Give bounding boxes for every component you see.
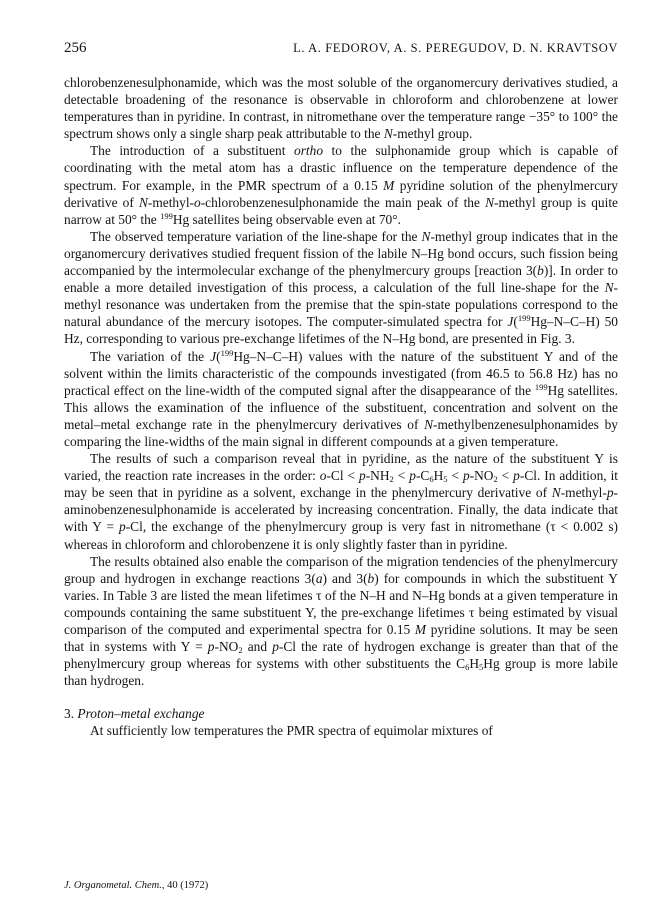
paragraph-4: The variation of the J($^{199}$Hg–N–C–H) values with the nature of the substituent Y and of the solvent within the limits characteristic of the compounds investigated (from 46.5 to 56.8 Hz) has no practical effect on the line-width of the computed signal after the disappearance of the $^{199}$Hg satellites. This allows the examination of the influence of the substituent, concentration and solvent on the metal–metal exchange rate in the phenylmercury derivatives of N-methylbenzenesulphonamides by comparing the line-widths of the main signal in different compounds at a given temperature. [64,347,618,449]
paragraph-1: chlorobenzenesulphonamide, which was the most soluble of the organomercury derivatives studied, a detectable broadening of the resonance is observable in chloroform and chlorobenzene at lower temperatures than in pyridine. In contrast, in nitromethane over the temperature range −35° to 100° the spectrum shows only a single sharp peak attributable to the N-methyl group. [64,75,618,142]
paragraph-2: The introduction of a substituent ortho to the sulphonamide group which is capable of coordinating with the metal atom has a drastic influence on the temperature dependence of the spectrum. For example, in the PMR spectrum of a 0.15 M pyridine solution of the phenylmercury derivative of N-methyl-o-chlorobenzenesulphonamide the main peak of the N-methyl group is quite narrow at 50° the $^{199}$Hg satellites being observable even at 70°. [64,143,619,227]
running-head-authors: L. A. FEDOROV, A. S. PEREGUDOV, D. N. KRAVTSOV [293,41,618,55]
paragraph-3: The observed temperature variation of the line-shape for the N-methyl group indicates that in the organomercury derivatives studied frequent fission of the labile N–Hg bond occurs, such fission being accompanied by the intermolecular exchange of the phenylmercury groups [reaction 3(b)]. In order to enable a more detailed investigation of this process, a calculation of the full line-shape for the N-methyl resonance was undertaken from the premise that the spin-state populations correspond to the natural abundance of the mercury isotopes. The computer-simulated spectra for J($^{199}$Hg–N–C–H) 50 Hz, corresponding to various pre-exchange lifetimes of the N–Hg bond, are presented in Fig. 3. [64,228,619,347]
section-heading: 3. Proton–metal exchange [64,706,205,722]
page [64,40,618,739]
journal-footer: J. Organometal. Chem., 40 (1972) [64,880,209,891]
running-header [64,40,618,62]
paragraph-6: The results obtained also enable the comparison of the migration tendencies of the phenylmercury group and hydrogen in exchange reactions 3(a) and 3(b) for compounds in which the substituent Y varies. In Table 3 are listed the mean lifetimes τ of the N–H and N–Hg bonds at a given temperature in compounds containing the same substituent Y, the pre-exchange lifetimes τ being estimated by visual comparison of the computed and experimental spectra for 0.15 M pyridine solutions. It may be seen that in systems with $Y = p-NO_2$ and p-Cl the rate of hydrogen exchange is greater than that of the phenylmercury group whereas for systems with other substituents the $C_6H_5Hg$ group is more labile than hydrogen. [64,553,619,689]
section-paragraph: At sufficiently low temperatures the PMR spectra of equimolar mixtures of [90,723,493,739]
article-body [64,74,618,739]
page-number: 256 [64,40,87,56]
paragraph-5: The results of such a comparison reveal that in pyridine, as the nature of the substituent Y is varied, the reaction rate increases in the order: $o-Cl < p-NH_2 < p-C_6H_5 < p-NO_2 < p-Cl$. In addition, it may be seen that in pyridine as a solvent, exchange in the phenylmercury derivative of N-methyl-p-aminobenzenesulphonamide is accelerated by increasing concentration. Finally, the data indicate that with Y = p-Cl, the exchange of the phenylmercury group is very fast in nitromethane (τ < 0.002 s) whereas in chloroform and chlorobenzene it is only slightly faster than in pyridine. [64,451,619,552]
